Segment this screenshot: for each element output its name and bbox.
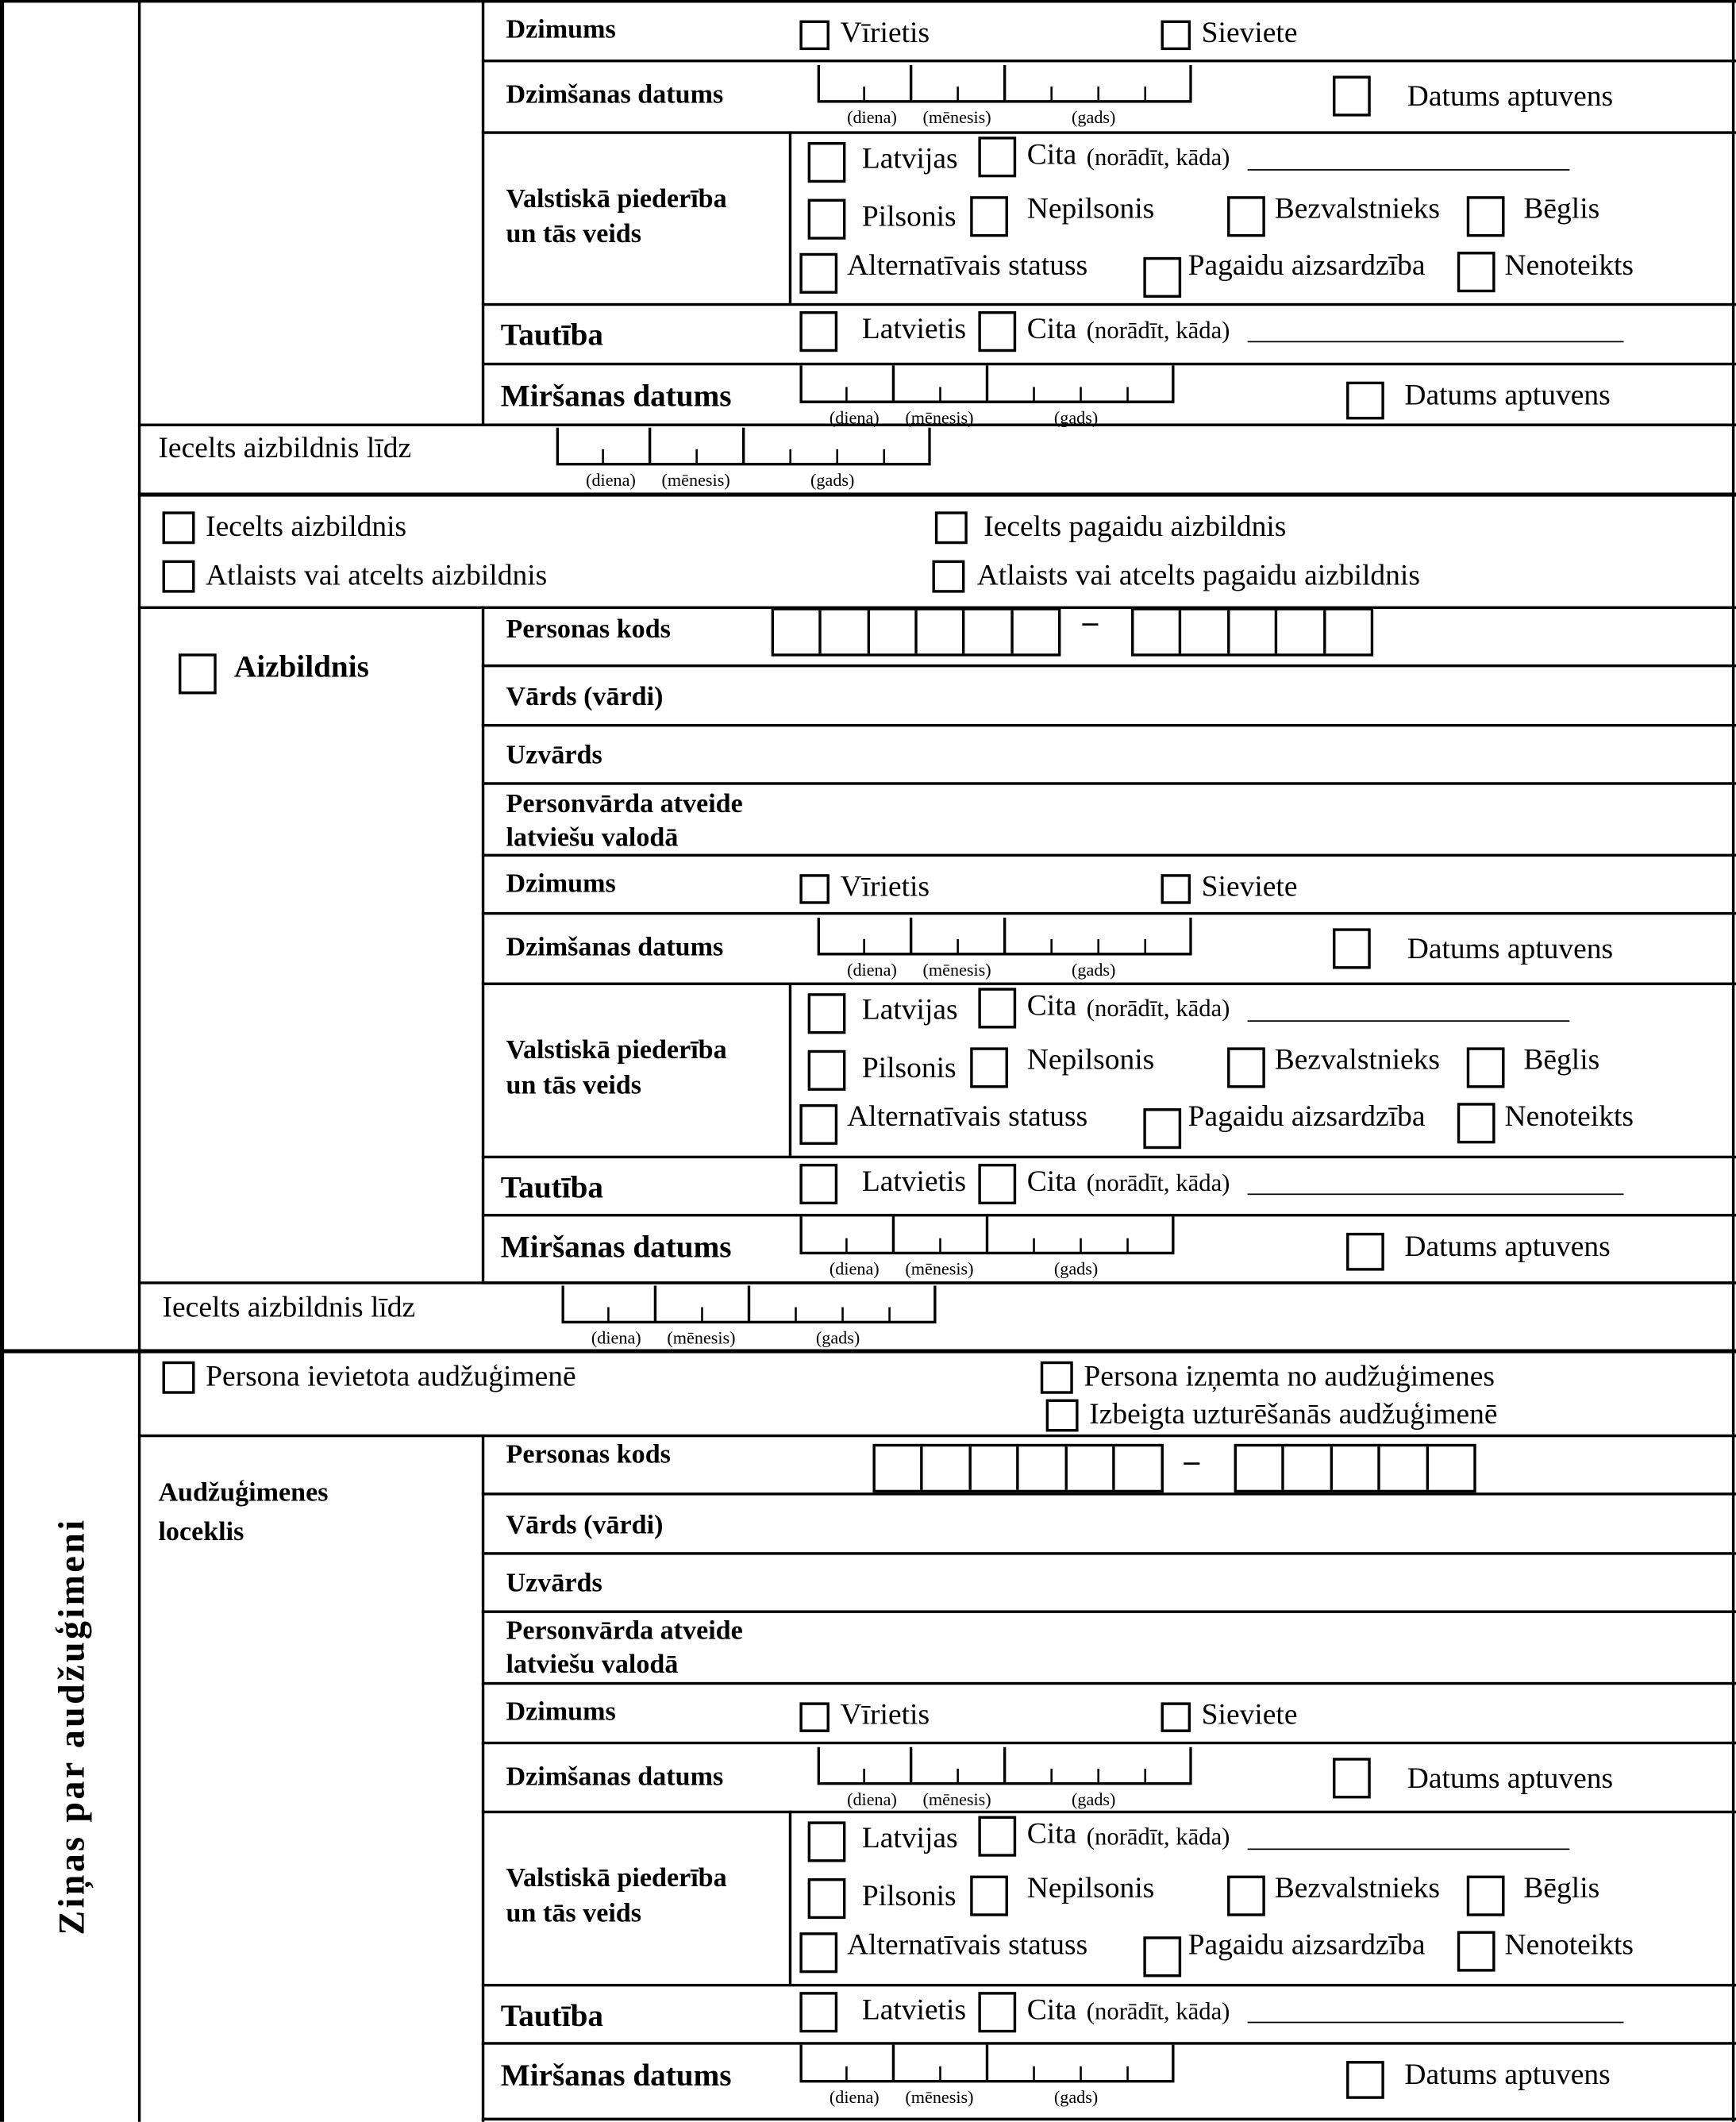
divider [138,0,140,2122]
other-nationality-input[interactable] [1248,340,1624,342]
alternative-status-checkbox[interactable] [799,1932,837,1973]
appointed-guardian-checkbox[interactable] [163,511,195,544]
latvian-form-label: Personvārda atveide [506,1616,743,1646]
code-digit-cell[interactable] [1380,1446,1428,1490]
male-checkbox[interactable] [799,21,830,51]
guardian-title: Aizbildnis [233,649,369,684]
day-caption: (diena) [847,106,897,128]
code-digit-cell[interactable] [972,1446,1019,1490]
personal-code-part1-input[interactable] [872,1444,1163,1492]
divider [138,1435,1736,1437]
latvian-nationality-label: Latvietis [861,311,967,345]
undetermined-label: Nenoteikts [1504,1927,1634,1961]
death-date-label: Miršanas datums [500,2058,732,2093]
stateless-checkbox[interactable] [1227,1047,1265,1088]
citizenship-label: un tās veids [506,1070,642,1100]
citizenship-label: Valstiskā piederība [506,183,727,214]
divider [482,424,1736,426]
refugee-checkbox[interactable] [1467,196,1505,237]
other-citizenship-hint: (norādīt, kāda) [1086,994,1230,1022]
code-digit-cell[interactable] [1019,1446,1067,1490]
divider [482,1811,1736,1813]
alternative-status-label: Alternatīvais statuss [847,1099,1088,1133]
foster-member-title: Audžuģimenes [158,1477,329,1508]
code-digit-cell[interactable] [1134,610,1181,654]
other-nationality-hint: (norādīt, kāda) [1086,316,1230,344]
first-name-label: Vārds (vārdi) [506,1510,664,1540]
birth-date-label: Dzimšanas datums [506,79,724,110]
divider [482,0,1736,2]
temporary-protection-checkbox[interactable] [1143,1936,1181,1977]
day-caption: (diena) [829,2086,880,2108]
latvian-citizenship-checkbox[interactable] [808,993,846,1034]
appointed-temp-guardian-label: Iecelts pagaidu aizbildnis [983,508,1287,543]
divider [482,1435,484,2122]
stateless-checkbox[interactable] [1227,1876,1265,1916]
personal-code-part2-input[interactable] [1131,607,1373,656]
male-label: Vīrietis [840,868,930,903]
latvian-nationality-checkbox[interactable] [799,1164,837,1204]
latvian-form-label: Personvārda atveide [506,788,743,819]
latvian-citizenship-checkbox[interactable] [808,142,846,183]
temporary-protection-label: Pagaidu aizsardzība [1187,1927,1426,1961]
code-digit-cell[interactable] [1115,1446,1161,1490]
other-citizenship-input[interactable] [1248,1019,1570,1022]
first-name-label: Vārds (vārdi) [506,682,664,712]
other-nationality-checkbox[interactable] [978,311,1016,352]
guardian-checkbox[interactable] [179,653,217,694]
other-citizenship-checkbox[interactable] [978,137,1016,177]
code-digit-cell[interactable] [1326,610,1371,654]
undetermined-checkbox[interactable] [1457,252,1495,292]
other-citizenship-label: Cita [1026,988,1077,1022]
code-digit-cell[interactable] [1333,1446,1380,1490]
alternative-status-label: Alternatīvais statuss [847,247,1088,282]
surname-label: Uzvārds [506,1568,602,1599]
foster-member-title: loceklis [158,1516,244,1547]
latvian-nationality-checkbox[interactable] [799,1992,837,2032]
gender-label: Dzimums [506,14,616,45]
code-digit-cell[interactable] [1428,1446,1473,1490]
month-caption: (mēnesis) [661,469,730,491]
refugee-label: Bēglis [1523,1870,1600,1904]
death-date-input[interactable] [799,1216,1174,1255]
divider [482,724,1736,726]
other-citizenship-checkbox[interactable] [978,988,1016,1028]
male-checkbox[interactable] [799,874,830,904]
citizen-checkbox[interactable] [808,199,846,240]
other-nationality-label: Cita [1026,311,1077,345]
gender-label: Dzimums [506,1696,616,1727]
divider [482,1281,1736,1284]
divider [482,983,1736,985]
male-checkbox[interactable] [799,1702,830,1732]
birth-date-approx-checkbox[interactable] [1333,75,1371,116]
dismissed-temp-guardian-checkbox[interactable] [932,560,964,593]
noncitizen-label: Nepilsonis [1026,1870,1155,1904]
refugee-checkbox[interactable] [1467,1047,1505,1088]
refugee-checkbox[interactable] [1467,1876,1505,1916]
female-label: Sieviete [1201,14,1298,49]
death-date-label: Miršanas datums [500,379,732,413]
month-caption: (mēnesis) [922,106,991,128]
noncitizen-checkbox[interactable] [970,196,1008,237]
birth-date-approx-label: Datums aptuvens [1407,1760,1614,1795]
removed-from-foster-label: Persona izņemta no audžuģimenes [1084,1358,1495,1393]
noncitizen-label: Nepilsonis [1026,191,1155,225]
other-citizenship-checkbox[interactable] [978,1816,1016,1857]
divider [789,983,791,1156]
other-nationality-label: Cita [1026,1163,1077,1198]
birth-date-label: Dzimšanas datums [506,932,724,962]
birth-date-input[interactable] [818,1747,1192,1786]
citizen-label: Pilsonis [861,1049,957,1084]
day-caption: (diena) [586,469,636,491]
month-caption: (mēnesis) [667,1327,736,1348]
other-citizenship-hint: (norādīt, kāda) [1086,143,1230,171]
stateless-label: Bezvalstnieks [1274,1042,1441,1076]
birth-date-approx-label: Datums aptuvens [1407,930,1614,965]
divider [138,492,1736,496]
female-checkbox[interactable] [1161,874,1191,904]
other-nationality-checkbox[interactable] [978,1164,1016,1204]
stateless-checkbox[interactable] [1227,196,1265,237]
personal-code-dash: – [1082,604,1099,639]
stateless-label: Bezvalstnieks [1274,1870,1441,1904]
divider [789,1811,791,1984]
foster-section-title: Ziņas par audžuģimeni [51,1517,92,1935]
temporary-protection-checkbox[interactable] [1143,257,1181,298]
nationality-label: Tautība [500,1170,604,1205]
divider [0,1349,1736,1353]
day-caption: (diena) [591,1327,641,1348]
refugee-label: Bēglis [1523,191,1600,225]
female-checkbox[interactable] [1161,1702,1191,1732]
divider [482,1610,1736,1612]
dismissed-guardian-label: Atlaists vai atcelts aizbildnis [206,557,548,591]
personal-code-dash: – [1184,1443,1200,1478]
code-digit-cell[interactable] [1182,610,1230,654]
death-date-label: Miršanas datums [500,1230,732,1265]
dismissed-temp-guardian-label: Atlaists vai atcelts pagaidu aizbildnis [976,557,1420,591]
citizen-label: Pilsonis [861,1877,957,1912]
death-date-approx-checkbox[interactable] [1346,2061,1384,2099]
noncitizen-checkbox[interactable] [970,1047,1008,1088]
month-caption: (mēnesis) [905,407,974,428]
day-caption: (diena) [847,1789,897,1810]
code-digit-cell[interactable] [1068,1446,1115,1490]
dismissed-guardian-checkbox[interactable] [163,560,195,593]
latvian-citizenship-label: Latvijas [861,992,958,1026]
appointed-temp-guardian-checkbox[interactable] [935,511,968,544]
alternative-status-label: Alternatīvais statuss [847,1927,1088,1961]
death-date-approx-label: Datums aptuvens [1404,2056,1611,2091]
undetermined-checkbox[interactable] [1457,1931,1495,1971]
alternative-status-checkbox[interactable] [799,1104,837,1145]
citizenship-label: Valstiskā piederība [506,1035,727,1065]
year-caption: (gads) [1053,407,1099,428]
month-caption: (mēnesis) [905,1258,974,1279]
temporary-protection-checkbox[interactable] [1143,1108,1181,1149]
divider [482,2118,1736,2120]
latvian-nationality-label: Latvietis [861,1163,967,1198]
other-citizenship-label: Cita [1026,137,1077,171]
code-digit-cell[interactable] [822,610,869,654]
ended-foster-stay-label: Izbeigta uzturēšanās audžuģimenē [1089,1396,1498,1431]
gender-label: Dzimums [506,868,616,899]
other-nationality-checkbox[interactable] [978,1992,1016,2032]
stateless-label: Bezvalstnieks [1274,191,1441,225]
personal-code-part1-input[interactable] [772,607,1061,656]
ended-foster-stay-checkbox[interactable] [1046,1400,1079,1432]
code-digit-cell[interactable] [918,610,965,654]
divider [482,0,484,424]
guardian-until-label: Iecelts aizbildnis līdz [158,430,412,464]
other-citizenship-label: Cita [1026,1816,1077,1850]
code-digit-cell[interactable] [965,610,1013,654]
personal-code-part2-input[interactable] [1234,1444,1476,1492]
divider [482,1492,1736,1495]
refugee-label: Bēglis [1523,1042,1600,1076]
latvian-citizenship-label: Latvijas [861,1820,958,1854]
divider [0,0,4,2122]
other-nationality-label: Cita [1026,1992,1077,2026]
personal-code-label: Personas kods [506,614,671,645]
placed-in-foster-checkbox[interactable] [163,1361,195,1394]
latvian-form-label: latviešu valodā [506,1649,679,1680]
divider [1732,0,1734,2122]
code-digit-cell[interactable] [1278,610,1326,654]
guardian-until-label: Iecelts aizbildnis līdz [162,1289,416,1324]
year-caption: (gads) [1053,1258,1099,1279]
divider [482,60,1736,62]
divider [482,854,1736,857]
citizen-label: Pilsonis [861,198,957,233]
nationality-label: Tautība [500,318,604,352]
citizenship-label: un tās veids [506,1898,642,1929]
divider [482,1156,1736,1158]
divider [482,131,1736,133]
other-citizenship-input[interactable] [1248,168,1570,170]
code-digit-cell[interactable] [1284,1446,1332,1490]
birth-date-approx-checkbox[interactable] [1333,1758,1371,1798]
surname-label: Uzvārds [506,740,602,770]
day-caption: (diena) [829,407,880,428]
divider [482,1552,1736,1554]
code-digit-cell[interactable] [870,610,918,654]
year-caption: (gads) [1072,106,1116,128]
divider [482,1682,1736,1685]
guardian-until-date-input[interactable] [556,428,931,467]
undetermined-label: Nenoteikts [1504,247,1634,282]
placed-in-foster-label: Persona ievietota audžuģimenē [206,1358,576,1393]
male-label: Vīrietis [840,1696,930,1731]
birth-date-approx-checkbox[interactable] [1333,928,1371,969]
death-date-input[interactable] [799,365,1174,404]
noncitizen-checkbox[interactable] [970,1876,1008,1916]
latvian-citizenship-label: Latvijas [861,141,958,175]
birth-date-input[interactable] [818,918,1192,957]
code-digit-cell[interactable] [774,610,822,654]
divider [482,664,1736,667]
citizen-checkbox[interactable] [808,1878,846,1919]
other-nationality-input[interactable] [1248,2020,1624,2023]
year-caption: (gads) [1072,959,1116,980]
citizen-checkbox[interactable] [808,1050,846,1091]
birth-date-input[interactable] [818,65,1192,104]
citizenship-label: Valstiskā piederība [506,1863,727,1893]
latvian-nationality-checkbox[interactable] [799,311,837,352]
month-caption: (mēnesis) [905,2086,974,2108]
divider [482,912,1736,915]
male-label: Vīrietis [840,14,930,49]
death-date-input[interactable] [799,2045,1174,2084]
other-citizenship-hint: (norādīt, kāda) [1086,1823,1230,1850]
noncitizen-label: Nepilsonis [1026,1042,1155,1076]
female-label: Sieviete [1201,1696,1298,1731]
death-date-approx-checkbox[interactable] [1346,1233,1384,1271]
other-nationality-hint: (norādīt, kāda) [1086,1169,1230,1196]
personal-code-label: Personas kods [506,1439,671,1470]
other-nationality-hint: (norādīt, kāda) [1086,1997,1230,2025]
latvian-citizenship-checkbox[interactable] [808,1821,846,1862]
day-caption: (diena) [847,959,897,980]
appointed-guardian-label: Iecelts aizbildnis [206,508,407,543]
divider [482,782,1736,784]
year-caption: (gads) [1072,1789,1116,1810]
undetermined-label: Nenoteikts [1504,1099,1634,1133]
divider [482,1742,1736,1744]
divider [482,303,1736,306]
temporary-protection-label: Pagaidu aizsardzība [1187,1099,1426,1133]
guardian-until-date-input[interactable] [561,1285,936,1324]
other-citizenship-input[interactable] [1248,1847,1570,1850]
other-nationality-input[interactable] [1248,1192,1624,1195]
latvian-nationality-label: Latvietis [861,1992,967,2026]
month-caption: (mēnesis) [922,1789,991,1810]
undetermined-checkbox[interactable] [1457,1103,1495,1143]
divider [482,607,484,1282]
removed-from-foster-checkbox[interactable] [1041,1361,1073,1394]
divider [482,1984,1736,1986]
birth-date-approx-label: Datums aptuvens [1407,78,1614,113]
female-checkbox[interactable] [1161,21,1191,51]
nationality-label: Tautība [500,1998,604,2033]
year-caption: (gads) [810,469,855,491]
code-digit-cell[interactable] [1237,1446,1284,1490]
birth-date-label: Dzimšanas datums [506,1762,724,1792]
year-caption: (gads) [1053,2086,1099,2108]
year-caption: (gads) [815,1327,860,1348]
divider [789,131,791,302]
day-caption: (diena) [829,1258,880,1279]
code-digit-cell[interactable] [1230,610,1277,654]
death-date-approx-checkbox[interactable] [1346,382,1384,420]
temporary-protection-label: Pagaidu aizsardzība [1187,247,1426,282]
death-date-approx-label: Datums aptuvens [1404,377,1611,412]
code-digit-cell[interactable] [1013,610,1058,654]
month-caption: (mēnesis) [922,959,991,980]
code-digit-cell[interactable] [923,1446,971,1490]
female-label: Sieviete [1201,868,1298,903]
code-digit-cell[interactable] [876,1446,923,1490]
death-date-approx-label: Datums aptuvens [1404,1228,1611,1263]
citizenship-label: un tās veids [506,219,642,249]
latvian-form-label: latviešu valodā [506,822,679,853]
alternative-status-checkbox[interactable] [799,253,837,294]
